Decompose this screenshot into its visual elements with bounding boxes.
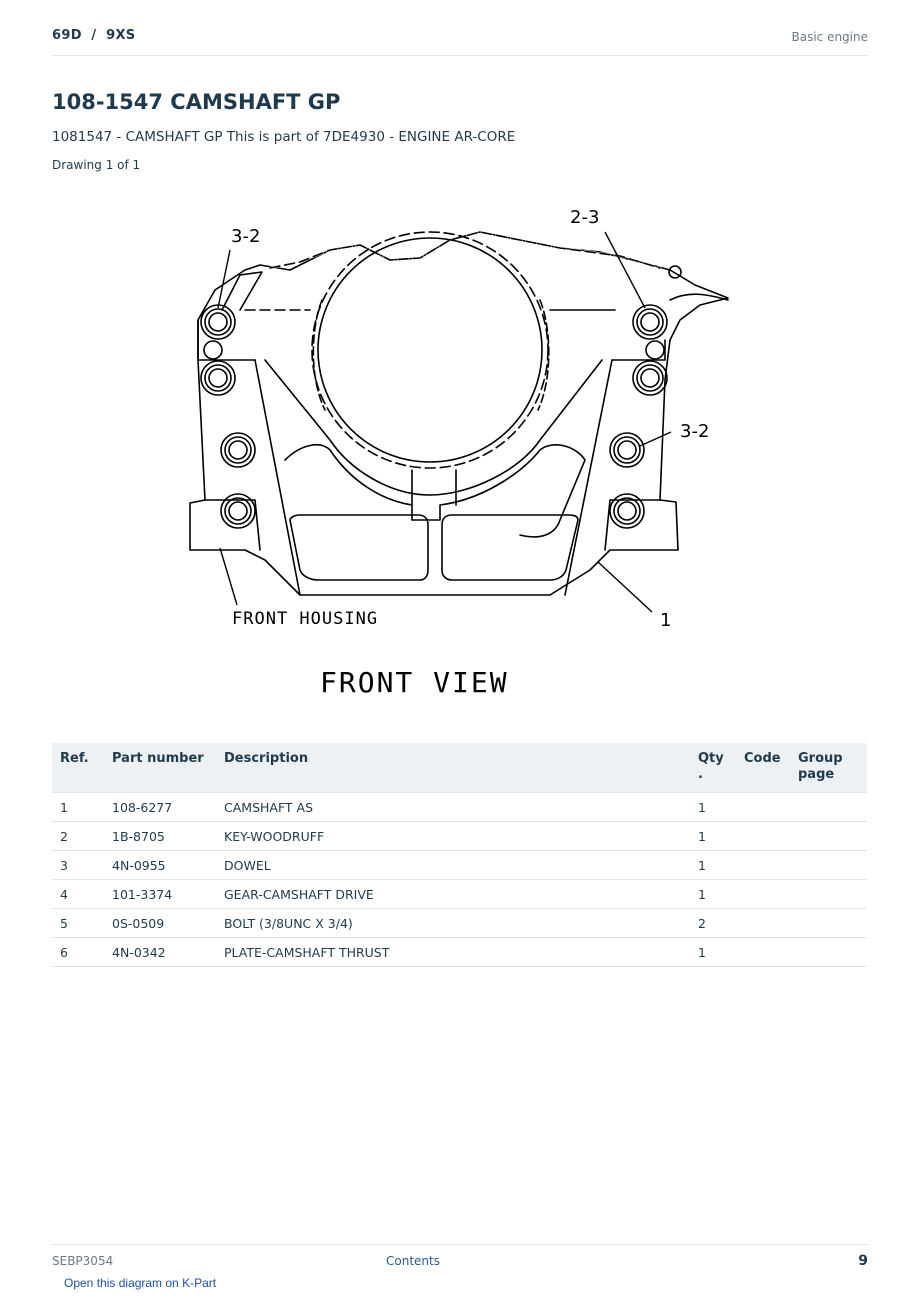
cell-code xyxy=(736,793,790,822)
callout-front-housing: FRONT HOUSING xyxy=(232,609,379,629)
leader-bottom-right xyxy=(598,562,652,612)
cell-group-page xyxy=(790,938,867,967)
leader-top-right xyxy=(605,232,645,308)
cell-part-number: 0S-0509 xyxy=(104,909,216,938)
cell-description: KEY-WOODRUFF xyxy=(216,822,690,851)
cell-description: BOLT (3/8UNC X 3/4) xyxy=(216,909,690,938)
cell-part-number: 101-3374 xyxy=(104,880,216,909)
col-group-page: Group page xyxy=(790,743,867,793)
cell-ref: 4 xyxy=(52,880,104,909)
col-qty: Qty . xyxy=(690,743,736,793)
col-code: Code xyxy=(736,743,790,793)
page-subtitle: 1081547 - CAMSHAFT GP This is part of 7DE4930 - ENGINE AR-CORE xyxy=(52,129,516,145)
cell-group-page xyxy=(790,822,867,851)
cell-group-page xyxy=(790,793,867,822)
cell-part-number: 1B-8705 xyxy=(104,822,216,851)
bolt-bottom-right xyxy=(610,494,644,528)
cell-group-page xyxy=(790,880,867,909)
cell-code xyxy=(736,938,790,967)
kpart-link[interactable]: Open this diagram on K-Part xyxy=(64,1276,217,1290)
contents-link[interactable]: Contents xyxy=(386,1254,440,1268)
parts-table xyxy=(52,743,867,967)
cell-description: CAMSHAFT AS xyxy=(216,793,690,822)
drawing-label: Drawing 1 of 1 xyxy=(52,158,141,172)
col-ref: Ref. xyxy=(52,743,104,793)
cell-description: DOWEL xyxy=(216,851,690,880)
col-part-number: Part number xyxy=(104,743,216,793)
document-id: SEBP3054 xyxy=(52,1254,114,1268)
dowel-left xyxy=(204,341,222,359)
bolt-mid-right xyxy=(633,361,667,395)
cell-qty: 2 xyxy=(690,909,736,938)
bolt-lower-right xyxy=(610,433,644,467)
bolt-mid-left xyxy=(201,361,235,395)
leader-right xyxy=(640,432,671,446)
breadcrumb: 69D / 9XS xyxy=(52,28,136,43)
housing-outline xyxy=(190,232,728,595)
cell-ref: 3 xyxy=(52,851,104,880)
callout-top-right: 2-3 xyxy=(570,207,600,228)
cell-code xyxy=(736,909,790,938)
view-label: FRONT VIEW xyxy=(320,666,509,699)
col-description: Description xyxy=(216,743,690,793)
cell-part-number: 108-6277 xyxy=(104,793,216,822)
callout-bottom-right: 1 xyxy=(660,610,672,631)
leader-front-housing xyxy=(220,548,237,605)
bolt-lower-left xyxy=(221,433,255,467)
bolt-top-left xyxy=(201,305,235,339)
page-footer xyxy=(52,1244,868,1275)
cell-qty: 1 xyxy=(690,851,736,880)
cell-ref: 1 xyxy=(52,793,104,822)
page-number: 9 xyxy=(858,1253,868,1269)
table-row xyxy=(52,880,867,909)
cell-part-number: 4N-0955 xyxy=(104,851,216,880)
cell-ref: 2 xyxy=(52,822,104,851)
cell-qty: 1 xyxy=(690,938,736,967)
table-row xyxy=(52,851,867,880)
callout-right: 3-2 xyxy=(680,421,710,442)
page-header xyxy=(52,28,868,56)
cell-part-number: 4N-0342 xyxy=(104,938,216,967)
cell-ref: 6 xyxy=(52,938,104,967)
dowel-right xyxy=(646,341,664,359)
table-row xyxy=(52,822,867,851)
cell-code xyxy=(736,851,790,880)
cell-code xyxy=(736,822,790,851)
cell-qty: 1 xyxy=(690,822,736,851)
bolt-top-right xyxy=(633,305,667,339)
cell-group-page xyxy=(790,851,867,880)
cell-group-page xyxy=(790,909,867,938)
cell-qty: 1 xyxy=(690,793,736,822)
cell-ref: 5 xyxy=(52,909,104,938)
cell-code xyxy=(736,880,790,909)
table-row xyxy=(52,938,867,967)
cell-description: PLATE-CAMSHAFT THRUST xyxy=(216,938,690,967)
callout-top-left: 3-2 xyxy=(231,226,261,247)
camshaft-diagram xyxy=(150,190,770,720)
page-title: 108-1547 CAMSHAFT GP xyxy=(52,90,341,114)
left-pocket xyxy=(285,445,585,537)
bolt-bottom-left xyxy=(221,494,255,528)
table-header-row xyxy=(52,743,867,793)
cell-description: GEAR-CAMSHAFT DRIVE xyxy=(216,880,690,909)
section-name: Basic engine xyxy=(791,30,868,44)
table-row xyxy=(52,793,867,822)
cell-qty: 1 xyxy=(690,880,736,909)
table-row xyxy=(52,909,867,938)
